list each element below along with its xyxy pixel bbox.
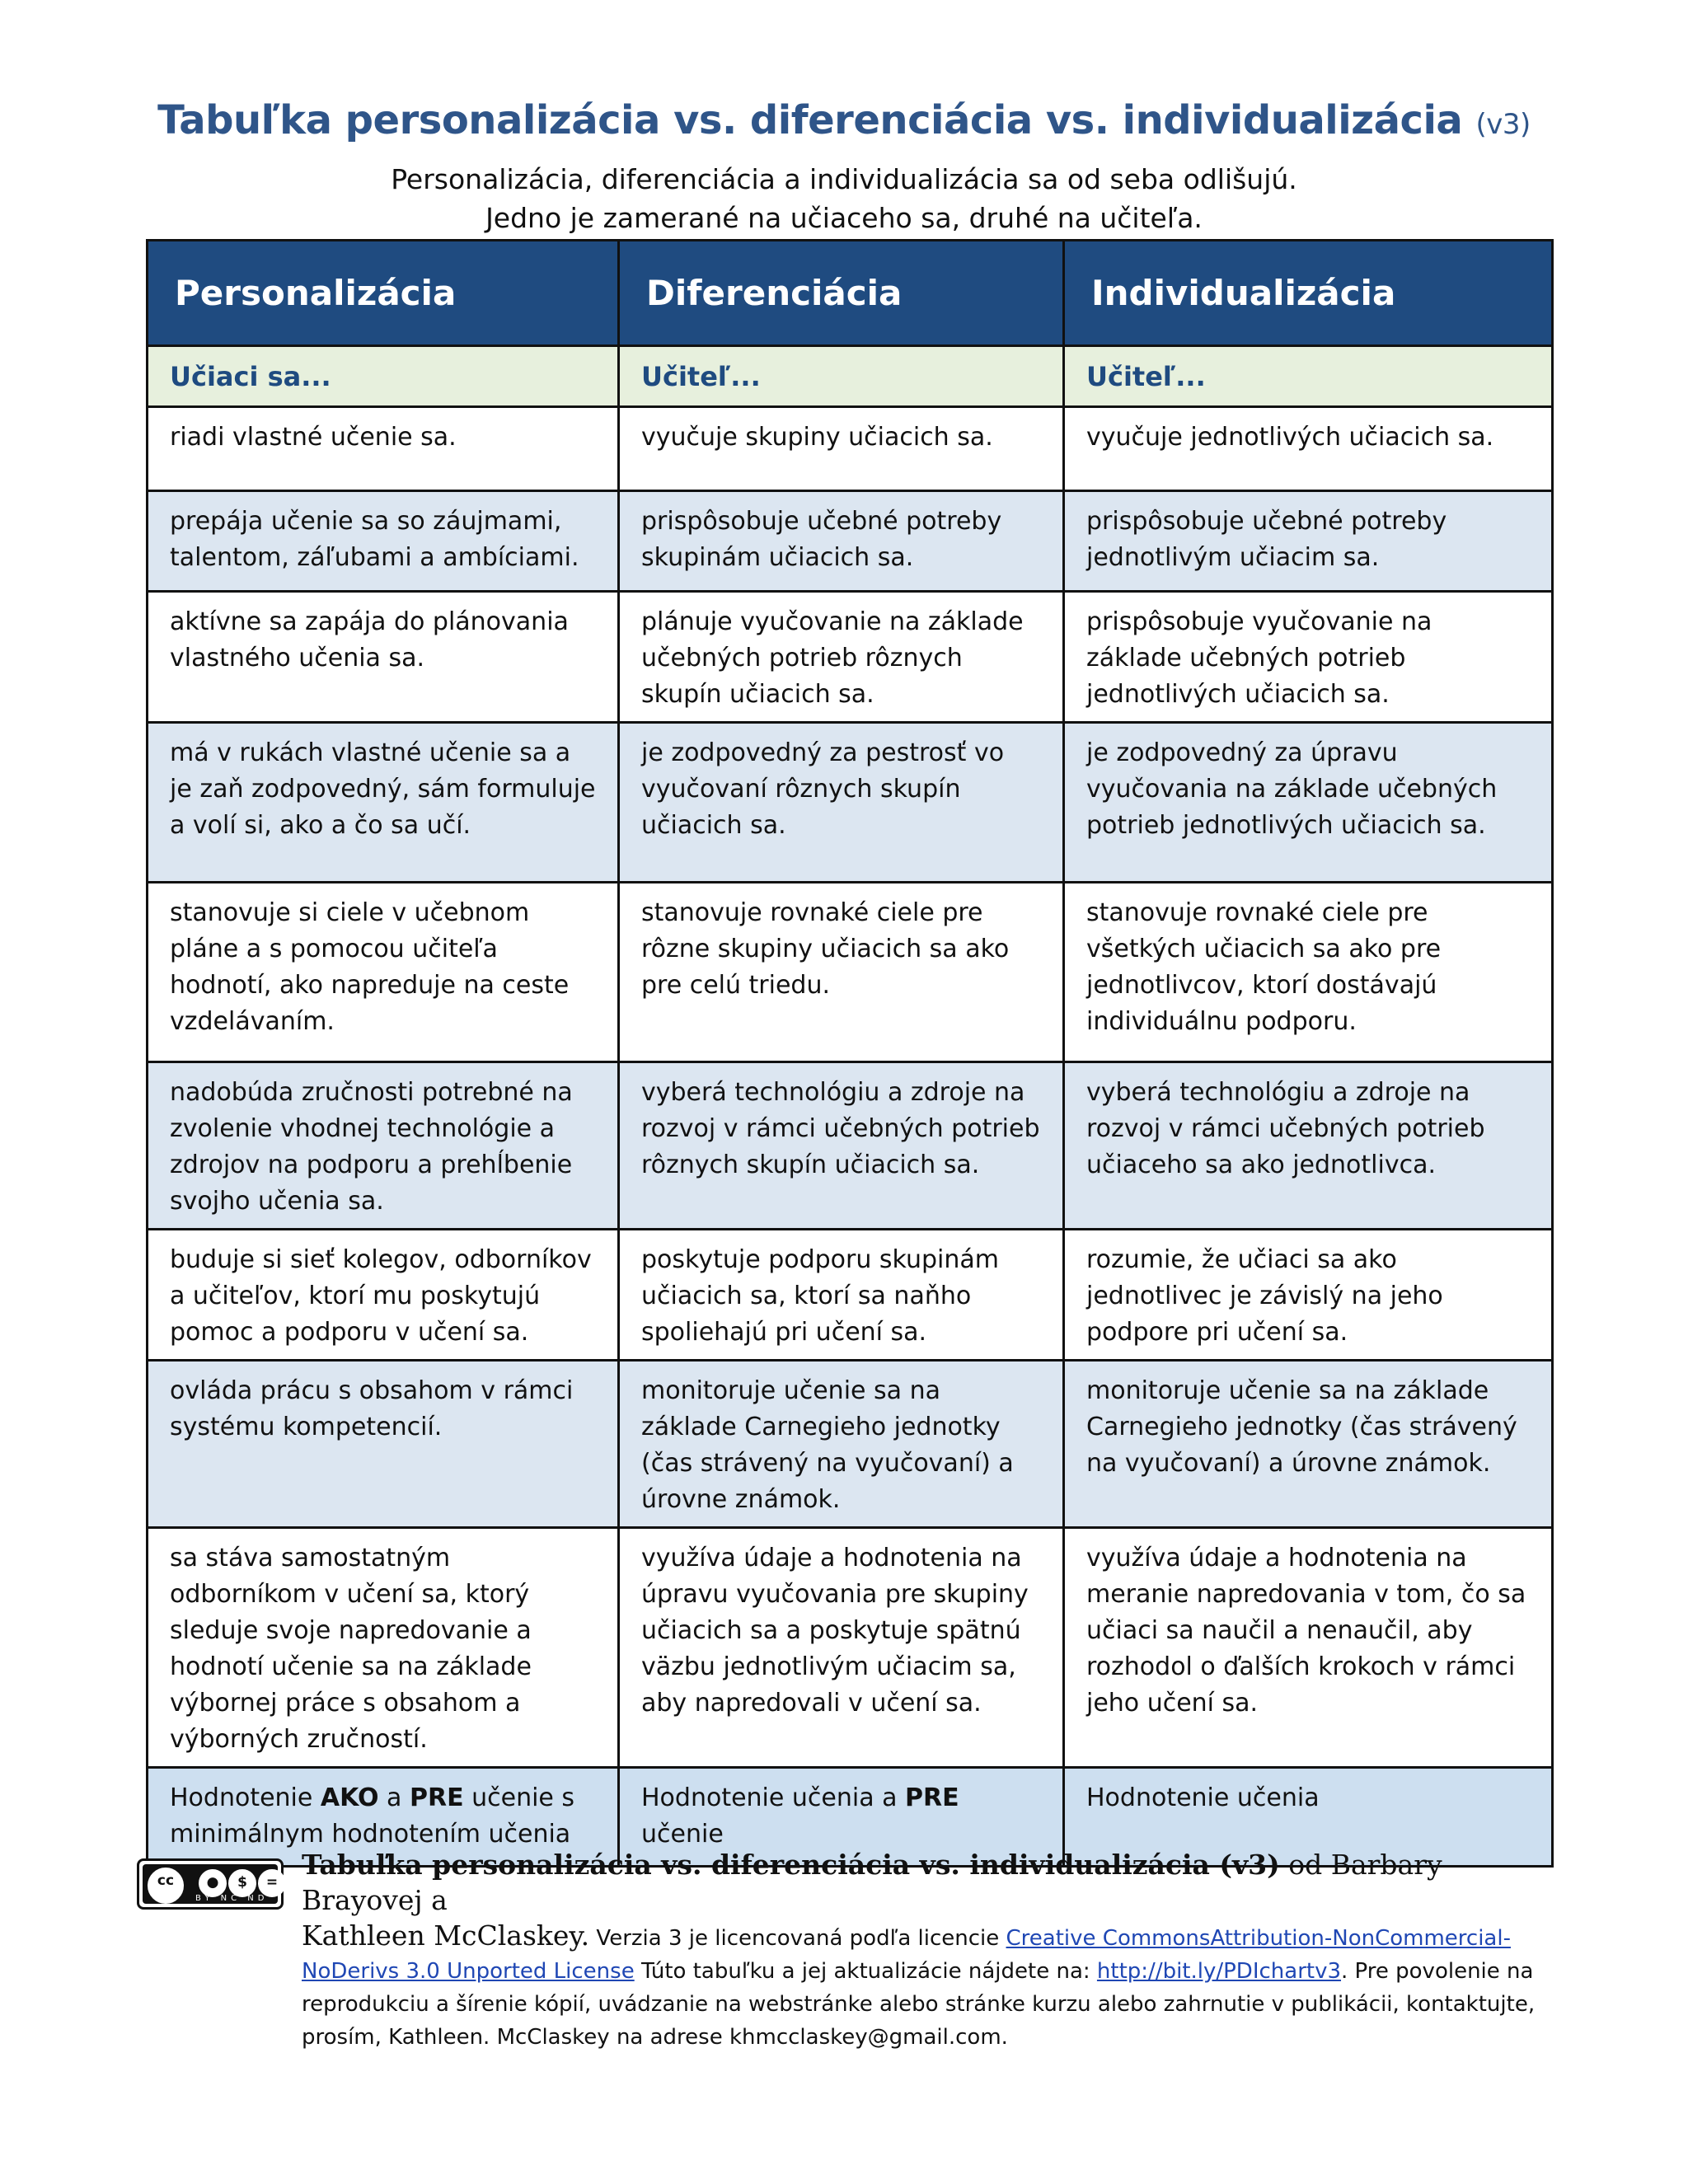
table-cell: stanovuje rovnaké ciele pre rôzne skupiny učiacich sa ako pre celú triedu. — [619, 883, 1064, 1062]
cell-bold-text: PRE — [905, 1783, 959, 1812]
column-header-differentiation: Diferenciácia — [619, 241, 1064, 346]
table-cell: monitoruje učenie sa na základe Carnegieho jednotky (čas strávený na vyučovaní) a úrovne známok. — [619, 1361, 1064, 1528]
cell-bold-text: PRE — [409, 1783, 464, 1812]
table-cell: vyberá technológiu a zdroje na rozvoj v rámci učebných potrieb učiaceho sa ako jednotlivca. — [1064, 1062, 1553, 1230]
table-row — [148, 1062, 1553, 1230]
footer-authors-line2: Kathleen McClaskey. — [302, 1919, 590, 1952]
title-version: (v3) — [1475, 108, 1531, 141]
table-cell: využíva údaje a hodnotenia na meranie napredovania v tom, čo sa učiaci sa naučil a nenaučil, aby rozhodol o ďalších krokoch v rámci jeho učení sa. — [1064, 1528, 1553, 1768]
subtitle-line-1: Personalizácia, diferenciácia a individualizácia sa od seba odlišujú. — [391, 163, 1297, 195]
footer-authors: od Barbary Brayovej a — [302, 1849, 1442, 1916]
table-row — [148, 723, 1553, 883]
cc-badge-background — [143, 1864, 278, 1904]
subheader-learner: Učiaci sa... — [148, 346, 619, 407]
cell-text: a — [378, 1783, 410, 1812]
title-text: Tabuľka personalizácia vs. diferenciácia vs. individualizácia — [157, 97, 1463, 143]
page-title — [0, 97, 1688, 143]
cell-text: učenie s minimálnym hodnotením učenia — [170, 1783, 575, 1849]
cell-text: Hodnotenie — [170, 1783, 321, 1812]
cc-noncommercial-icon: $ — [228, 1869, 256, 1897]
license-link[interactable]: Creative CommonsAttribution-NonCommercial-NoDerivs 3.0 Unported License — [302, 1926, 1511, 1984]
cell-text: Hodnotenie učenia a — [641, 1783, 906, 1812]
column-header-personalization: Personalizácia — [148, 241, 619, 346]
table-cell: prispôsobuje učebné potreby skupinám učiacich sa. — [619, 491, 1064, 592]
table-cell: ovláda prácu s obsahom v rámci systému kompetencií. — [148, 1361, 619, 1528]
footer-title-bold: Tabuľka personalizácia vs. diferenciácia vs. individualizácia (v3) — [302, 1849, 1280, 1881]
table-row — [148, 491, 1553, 592]
subheader-row — [148, 346, 1553, 407]
table-row — [148, 407, 1553, 491]
table-cell: prispôsobuje vyučovanie na základe učebných potrieb jednotlivých učiacich sa. — [1064, 592, 1553, 723]
table-cell: monitoruje učenie sa na základe Carnegieho jednotky (čas strávený na vyučovaní) a úrovne známok. — [1064, 1361, 1553, 1528]
update-statement: Túto tabuľku a jej aktualizácie nájdete na: — [634, 1959, 1097, 1984]
table-cell: buduje si sieť kolegov, odborníkov a učiteľov, ktorí mu poskytujú pomoc a podporu v učení sa. — [148, 1230, 619, 1361]
table-cell: využíva údaje a hodnotenia na úpravu vyučovania pre skupiny učiacich sa a poskytuje spätnú väzbu jednotlivým učiacim sa, aby napredovali v učení sa. — [619, 1528, 1064, 1768]
table-cell: sa stáva samostatným odborníkom v učení sa, ktorý sleduje svoje napredovanie a hodnotí učenie sa na základe výbornej práce s obsahom a výborných zručností. — [148, 1528, 619, 1768]
subheader-teacher: Učiteľ... — [619, 346, 1064, 407]
comparison-table — [146, 239, 1554, 1868]
table-cell: stanovuje rovnaké ciele pre všetkých učiacich sa ako pre jednotlivcov, ktorí dostávajú individuálnu podporu. — [1064, 883, 1553, 1062]
table-cell: stanovuje si ciele v učebnom pláne a s pomocou učiteľa hodnotí, ako napreduje na ceste vzdelávaním. — [148, 883, 619, 1062]
cc-tags: BY NC ND — [195, 1894, 269, 1903]
cc-by-person-icon: ● — [199, 1869, 227, 1897]
creative-commons-badge[interactable] — [137, 1858, 284, 1910]
table-cell: má v rukách vlastné učenie sa a je zaň zodpovedný, sám formuluje a volí si, ako a čo sa učí. — [148, 723, 619, 883]
table-cell: vyberá technológiu a zdroje na rozvoj v rámci učebných potrieb rôznych skupín učiacich sa. — [619, 1062, 1064, 1230]
footer — [0, 1834, 1688, 2081]
table-cell-assessment-individualization: Hodnotenie učenia — [1064, 1768, 1553, 1867]
cell-text: učenie — [641, 1820, 724, 1849]
cell-bold-text: AKO — [320, 1783, 379, 1812]
table-cell: prepája učenie sa so záujmami, talentom, záľubami a ambíciami. — [148, 491, 619, 592]
table-cell: je zodpovedný za úpravu vyučovania na základe učebných potrieb jednotlivých učiacich sa. — [1064, 723, 1553, 883]
table-cell: plánuje vyučovanie na základe učebných potrieb rôznych skupín učiacich sa. — [619, 592, 1064, 723]
table-cell: aktívne sa zapája do plánovania vlastného učenia sa. — [148, 592, 619, 723]
table-cell: vyučuje jednotlivých učiacich sa. — [1064, 407, 1553, 491]
table-row — [148, 1361, 1553, 1528]
subheader-teacher: Učiteľ... — [1064, 346, 1553, 407]
table-cell: riadi vlastné učenie sa. — [148, 407, 619, 491]
header-row — [148, 241, 1553, 346]
cc-noderivs-icon: = — [258, 1869, 286, 1897]
table-row — [148, 1528, 1553, 1768]
column-header-individualization: Individualizácia — [1064, 241, 1553, 346]
table-cell: vyučuje skupiny učiacich sa. — [619, 407, 1064, 491]
table-cell: poskytuje podporu skupinám učiacich sa, ktorí sa naňho spoliehajú pri učení sa. — [619, 1230, 1064, 1361]
cc-logo-text: cc — [157, 1872, 175, 1889]
table-row — [148, 883, 1553, 1062]
subtitle-line-2: Jedno je zamerané na učiaceho sa, druhé na učiteľa. — [485, 202, 1203, 234]
cc-logo-icon — [148, 1868, 184, 1904]
table-row — [148, 592, 1553, 723]
table-cell: prispôsobuje učebné potreby jednotlivým učiacim sa. — [1064, 491, 1553, 592]
chart-update-link[interactable]: http://bit.ly/PDIchartv3 — [1096, 1959, 1342, 1984]
permission-statement: . Pre povolenie na reprodukciu a šírenie kópií, uvádzanie na webstránke alebo stránke kurzu alebo zahrnutie v publikácii, kontaktujte, prosím, Kathleen. McClaskey na adrese khmcclaskey@gmail.com. — [302, 1959, 1536, 2050]
table-cell: nadobúda zručnosti potrebné na zvolenie vhodnej technológie a zdrojov na podporu a prehĺbenie svojho učenia sa. — [148, 1062, 619, 1230]
table-cell: rozumie, že učiaci sa ako jednotlivec je závislý na jeho podpore pri učení sa. — [1064, 1230, 1553, 1361]
license-text — [302, 1849, 1554, 2054]
license-statement: Verzia 3 je licencovaná podľa licencie — [589, 1926, 1006, 1951]
table-row — [148, 1230, 1553, 1361]
table-cell: je zodpovedný za pestrosť vo vyučovaní rôznych skupín učiacich sa. — [619, 723, 1064, 883]
